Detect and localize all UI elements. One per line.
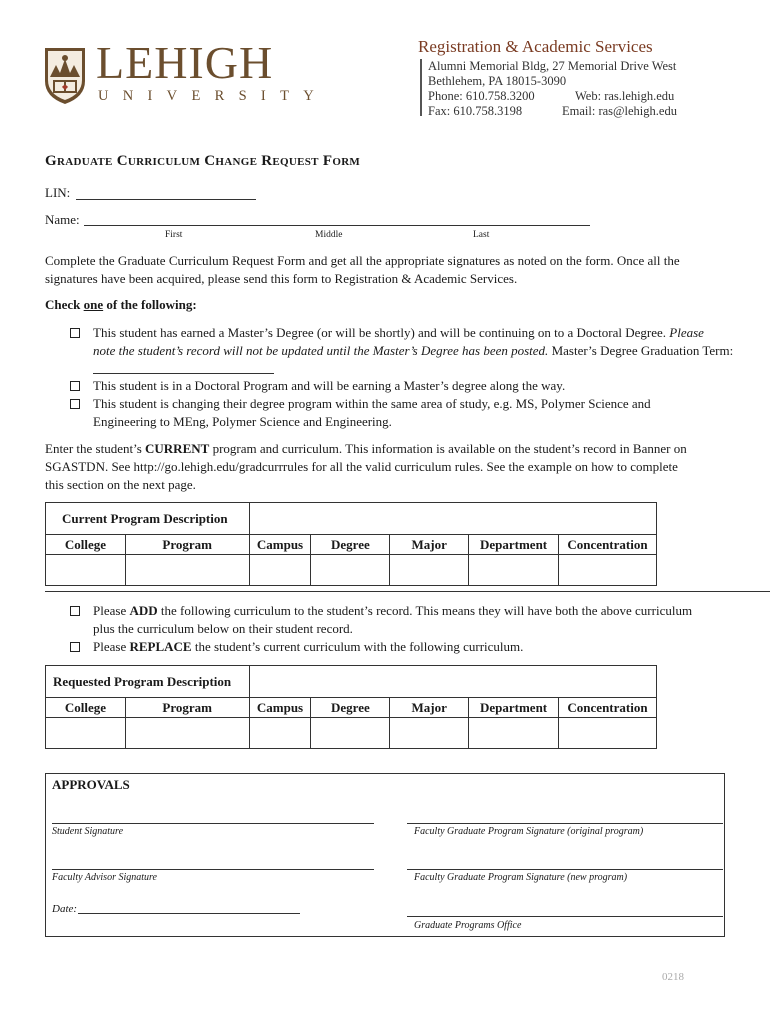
phone: Phone: 610.758.3200 — [428, 89, 535, 103]
approvals-title: APPROVALS — [52, 777, 130, 792]
option-doctoral-earning-masters-text: This student is in a Doctoral Program and will be earning a Master’s degree along the way. — [93, 378, 566, 393]
option-masters-to-doctoral-text-2: note the student’s record will not be updated until the Master’s Degree has been posted. Master’s Degree Graduation Term: — [93, 343, 734, 358]
logo-university: UNIVERSITY — [98, 88, 328, 104]
name-label: Name: — [45, 212, 80, 227]
option-doctoral-earning-masters-checkbox[interactable] — [70, 381, 80, 391]
name-first-caption: First — [165, 230, 183, 240]
advisor-signature-field[interactable] — [52, 869, 374, 870]
fax: Fax: 610.758.3198 — [428, 104, 523, 118]
option-masters-to-doctoral-checkbox[interactable] — [70, 328, 80, 338]
current-degree-field[interactable] — [311, 555, 390, 586]
form-title: Graduate Curriculum Change Request Form — [45, 153, 361, 169]
replace-curriculum-text: Please REPLACE the student’s current curriculum with the following curriculum. — [93, 639, 524, 654]
office-title: Registration & Academic Services — [418, 37, 653, 56]
requested-program-field[interactable] — [125, 718, 249, 749]
option-masters-to-doctoral-text-1: This student has earned a Master’s Degree (or will be shortly) and will be continuing on to a Doctoral Degree. Please — [93, 325, 704, 340]
intro-line-2: signatures have been acquired, please send this form to Registration & Academic Services. — [45, 271, 518, 286]
student-signature-field[interactable] — [52, 823, 374, 824]
current-program-table — [45, 502, 657, 586]
current-major-field[interactable] — [390, 555, 469, 586]
current-instructions-line-1: Enter the student’s CURRENT program and curriculum. This information is available on the student’s record in Banner on — [45, 441, 687, 456]
faculty-new-signature-label: Faculty Graduate Program Signature (new program) — [414, 872, 628, 883]
name-last-caption: Last — [473, 230, 490, 240]
requested-department-field[interactable] — [469, 718, 559, 749]
requested-major-field[interactable] — [390, 718, 469, 749]
current-instructions-line-2: SGASTDN. See http://go.lehigh.edu/gradcurrrules for all the valid curriculum rules. See the example on how to complete — [45, 459, 678, 474]
requested-concentration-field[interactable] — [559, 718, 657, 749]
graduate-office-signature-field[interactable] — [407, 916, 723, 917]
date-label: Date: — [52, 903, 78, 915]
check-one-instruction: Check one of the following: — [45, 297, 197, 312]
requested-college-field[interactable] — [46, 718, 126, 749]
option-change-degree-program-text-2: Engineering to MEng, Polymer Science and Engineering. — [93, 414, 392, 429]
option-change-degree-program-text-1: This student is changing their degree program within the same area of study, e.g. MS, Polymer Science and — [93, 396, 651, 411]
current-concentration-field[interactable] — [559, 555, 657, 586]
add-curriculum-text-1: Please ADD the following curriculum to the student’s record. This means they will have both the above curriculum — [93, 603, 693, 618]
faculty-original-signature-field[interactable] — [407, 823, 723, 824]
logo-wordmark: LEHIGH — [96, 37, 274, 88]
add-curriculum-text-2: plus the curriculum below on their student record. — [93, 621, 353, 636]
lin-field[interactable] — [76, 199, 256, 200]
student-signature-label: Student Signature — [52, 826, 124, 837]
intro-line-1: Complete the Graduate Curriculum Request Form and get all the appropriate signatures as noted on the form. Once all the — [45, 253, 680, 268]
header-divider — [420, 59, 422, 116]
faculty-original-signature-label: Faculty Graduate Program Signature (original program) — [414, 826, 644, 837]
current-program-description-label: Current Program Description — [46, 503, 250, 535]
current-college-field[interactable] — [46, 555, 126, 586]
requested-program-description-label: Requested Program Description — [46, 666, 250, 698]
requested-col-concentration: Concentration — [559, 698, 657, 718]
web: Web: ras.lehigh.edu — [575, 89, 675, 103]
current-instructions-line-3: this section on the next page. — [45, 477, 196, 492]
date-field[interactable] — [78, 913, 300, 914]
add-curriculum-checkbox[interactable] — [70, 606, 80, 616]
graduation-term-field[interactable] — [93, 373, 274, 374]
current-col-department: Department — [469, 535, 559, 555]
current-col-program: Program — [125, 535, 249, 555]
current-department-field[interactable] — [469, 555, 559, 586]
name-field[interactable] — [84, 225, 590, 226]
lehigh-shield-logo — [44, 47, 86, 105]
requested-col-program: Program — [125, 698, 249, 718]
requested-program-table — [45, 665, 657, 749]
address-line-1: Alumni Memorial Bldg, 27 Memorial Drive West — [428, 59, 677, 73]
address-line-2: Bethlehem, PA 18015-3090 — [428, 74, 567, 88]
current-col-college: College — [46, 535, 126, 555]
form-code: 0218 — [662, 971, 684, 983]
current-col-concentration: Concentration — [559, 535, 657, 555]
current-col-campus: Campus — [249, 535, 311, 555]
requested-col-degree: Degree — [311, 698, 390, 718]
current-program-description-field[interactable] — [249, 503, 656, 535]
requested-campus-field[interactable] — [249, 718, 311, 749]
requested-col-department: Department — [469, 698, 559, 718]
requested-program-description-field[interactable] — [249, 666, 656, 698]
requested-col-major: Major — [390, 698, 469, 718]
name-middle-caption: Middle — [315, 230, 343, 240]
requested-col-college: College — [46, 698, 126, 718]
advisor-signature-label: Faculty Advisor Signature — [52, 872, 157, 883]
section-divider — [45, 591, 770, 592]
graduate-office-label: Graduate Programs Office — [414, 920, 522, 931]
current-col-major: Major — [390, 535, 469, 555]
replace-curriculum-checkbox[interactable] — [70, 642, 80, 652]
current-program-field[interactable] — [125, 555, 249, 586]
current-campus-field[interactable] — [249, 555, 311, 586]
faculty-new-signature-field[interactable] — [407, 869, 723, 870]
option-change-degree-program-checkbox[interactable] — [70, 399, 80, 409]
current-col-degree: Degree — [311, 535, 390, 555]
requested-degree-field[interactable] — [311, 718, 390, 749]
requested-col-campus: Campus — [249, 698, 311, 718]
email: Email: ras@lehigh.edu — [562, 104, 677, 118]
lin-label: LIN: — [45, 185, 71, 200]
